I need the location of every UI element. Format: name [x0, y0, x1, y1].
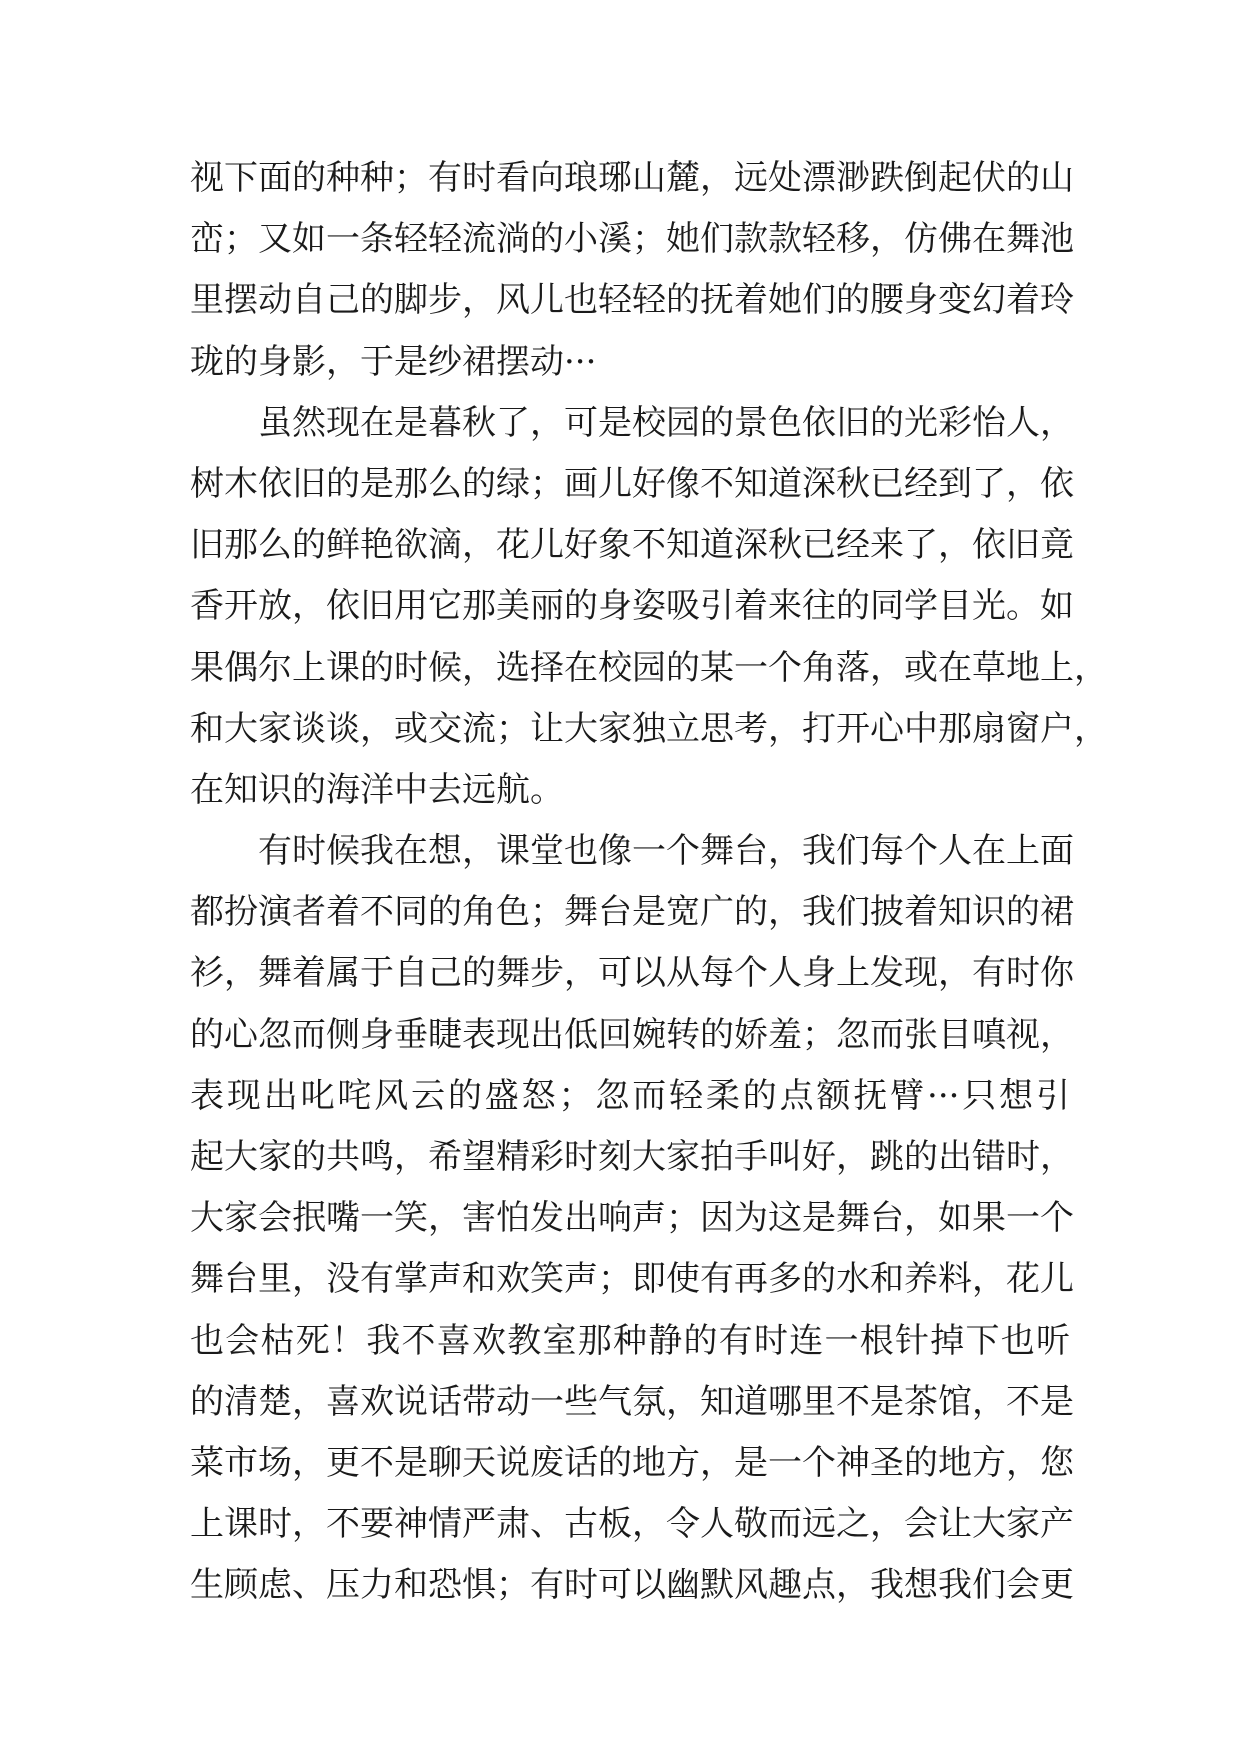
text-line: 视下面的种种；有时看向琅琊山麓，远处漂渺跌倒起伏的山 [190, 158, 1074, 198]
text-line: 里摆动自己的脚步，风儿也轻轻的抚着她们的腰身变幻着玲 [190, 280, 1074, 321]
text-line: 的清楚，喜欢说话带动一些气氛，知道哪里不是茶馆，不是 [190, 1381, 1074, 1422]
body-text [190, 148, 1108, 1617]
text-line: 舞台里，没有掌声和欢笑声；即使有再多的水和养料，花儿 [190, 1259, 1074, 1300]
text-line: 上课时，不要神情严肃、古板，令人敬而远之，会让大家产 [190, 1504, 1074, 1545]
text-line: 都扮演者着不同的角色；舞台是宽广的，我们披着知识的裙 [190, 892, 1074, 933]
text-line: 香开放，依旧用它那美丽的身姿吸引着来往的同学目光。如 [190, 586, 1074, 627]
text-line: 也会枯死！我不喜欢教室那种静的有时连一根针掉下也听 [190, 1320, 1070, 1361]
text-line: 的心忽而侧身垂睫表现出低回婉转的娇羞；忽而张目嗔视， [190, 1014, 1074, 1055]
text-line: 峦；又如一条轻轻流淌的小溪；她们款款轻移，仿佛在舞池 [190, 219, 1074, 260]
text-line: 树木依旧的是那么的绿；画儿好像不知道深秋已经到了，依 [190, 463, 1074, 504]
text-line: 果偶尔上课的时候，选择在校园的某一个角落，或在草地上， [190, 647, 1108, 688]
text-line: 虽然现在是暮秋了，可是校园的景色依旧的光彩怡人， [258, 402, 1074, 443]
text-line: 大家会抿嘴一笑，害怕发出响声；因为这是舞台，如果一个 [190, 1198, 1074, 1239]
text-line: 有时候我在想，课堂也像一个舞台，我们每个人在上面 [258, 831, 1074, 872]
text-line: 旧那么的鲜艳欲滴，花儿好象不知道深秋已经来了，依旧竟 [190, 525, 1074, 566]
text-line: 生顾虑、压力和恐惧；有时可以幽默风趣点，我想我们会更 [190, 1565, 1074, 1606]
text-line: 和大家谈谈，或交流；让大家独立思考，打开心中那扇窗户， [190, 708, 1108, 749]
text-line: 珑的身影，于是纱裙摆动··· [190, 341, 597, 382]
text-line: 在知识的海洋中去远航。 [190, 769, 564, 810]
text-line: 起大家的共鸣，希望精彩时刻大家拍手叫好，跳的出错时， [190, 1137, 1074, 1177]
text-line: 菜市场，更不是聊天说废话的地方，是一个神圣的地方，您 [190, 1442, 1074, 1483]
text-line: 衫，舞着属于自己的舞步，可以从每个人身上发现，有时你 [190, 953, 1074, 994]
text-line: 表现出叱咤风云的盛怒；忽而轻柔的点额抚臂···只想引 [190, 1075, 1070, 1116]
